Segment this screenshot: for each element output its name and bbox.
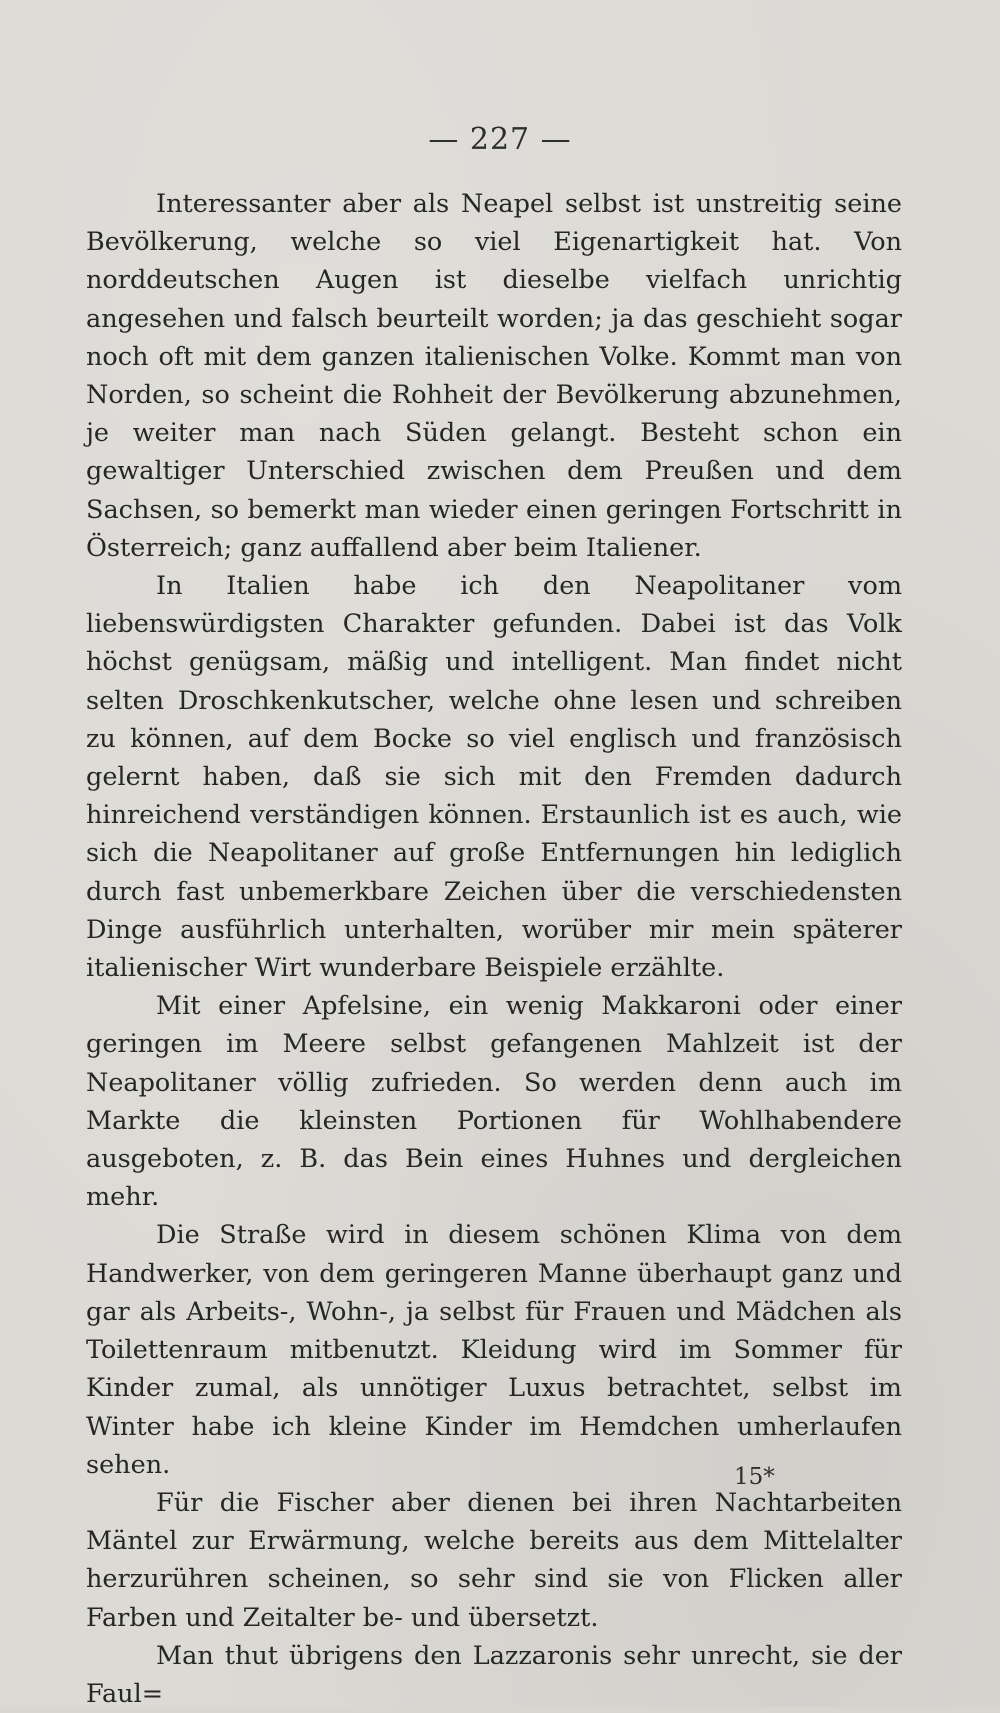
paragraph: In Italien habe ich den Neapolitaner vom liebenswürdigsten Charakter gefunden. Dabei ist das Volk höchst genügsam, mäßig und intelligent. Man findet nicht selten Droschkenkutscher, welche ohne lesen und schreiben zu können, auf dem Bocke so viel englisch und französisch gelernt haben, daß sie sich mit den Fremden dadurch hinreichend verständigen können. Erstaunlich ist es auch, wie sich die Neapolitaner auf große Entfernungen hin lediglich durch fast unbemerkbare Zeichen über die verschiedensten Dinge ausführlich unterhalten, worüber mir mein späterer italienischer Wirt wunderbare Beispiele erzählte. [86, 571, 902, 984]
paragraph: Man thut übrigens den Lazzaronis sehr unrecht, sie der Faul= [86, 1640, 902, 1709]
paragraph: Die Straße wird in diesem schönen Klima von dem Handwerker, von dem geringeren Manne überhaupt ganz und gar als Arbeits-, Wohn-, ja selbst für Frauen und Mädchen als Toilettenraum mitbenutzt. Kleidung wird im Sommer für Kinder zumal, als unnötiger Luxus betrachtet, selbst im Winter habe ich kleine Kinder im Hemdchen umherlaufen sehen. [86, 1220, 902, 1480]
paragraph: Für die Fischer aber dienen bei ihren Nachtarbeiten Mäntel zur Erwärmung, welche bereits aus dem Mittelalter herzurühren scheinen, so sehr sind sie von Flicken aller Farben und Zeitalter be- und übersetzt. [86, 1487, 902, 1633]
paragraph: Mit einer Apfelsine, ein wenig Makkaroni oder einer geringen im Meere selbst gefangenen Mahlzeit ist der Neapolitaner völlig zufrieden. So werden denn auch im Markte die kleinsten Portionen für Wohlhabendere ausgeboten, z. B. das Bein eines Huhnes und dergleichen mehr. [86, 991, 902, 1213]
body-text [86, 185, 902, 1713]
paragraph: Interessanter aber als Neapel selbst ist unstreitig seine Bevölkerung, welche so viel Eigenartigkeit hat. Von norddeutschen Augen ist dieselbe vielfach unrichtig angesehen und falsch beurteilt worden; ja das geschieht sogar noch oft mit dem ganzen italienischen Volke. Kommt man von Norden, so scheint die Rohheit der Bevölkerung abzunehmen, je weiter man nach Süden gelangt. Besteht schon ein gewaltiger Unterschied zwischen dem Preußen und dem Sachsen, so bemerkt man wieder einen geringen Fortschritt in Österreich; ganz auffallend aber beim Italiener. [86, 189, 902, 563]
page-number: — 227 — [428, 122, 572, 157]
signature-mark: 15* [734, 1464, 775, 1490]
